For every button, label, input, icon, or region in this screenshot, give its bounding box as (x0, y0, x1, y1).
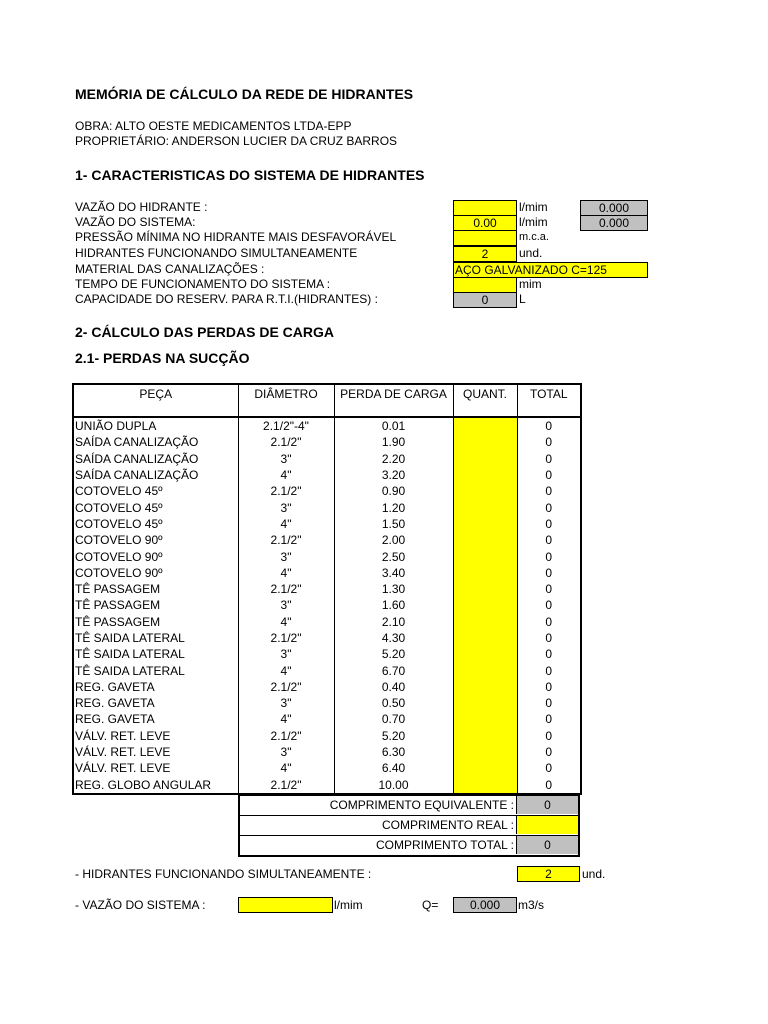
table-row (73, 630, 581, 646)
table-header-row (73, 384, 581, 417)
cell-quant-input[interactable] (453, 777, 517, 794)
tempo-input[interactable] (453, 277, 517, 293)
page-title: MEMÓRIA DE CÁLCULO DA REDE DE HIDRANTES (75, 86, 414, 102)
cell-diametro: 4" (238, 565, 334, 581)
cell-peca: COTOVELO 90º (73, 548, 238, 564)
cell-quant-input[interactable] (453, 434, 517, 450)
cell-quant-input[interactable] (453, 630, 517, 646)
table-row (73, 516, 581, 532)
comprimento-equivalente-row (240, 796, 578, 816)
cell-quant-input[interactable] (453, 467, 517, 483)
cell-peca: SAÍDA CANALIZAÇÃO (73, 467, 238, 483)
cell-diametro: 2.1/2" (238, 483, 334, 499)
cell-diametro: 2.1/2" (238, 679, 334, 695)
cell-total: 0 (517, 451, 581, 467)
cell-diametro: 2.1/2"-4" (238, 417, 334, 434)
vazao-sistema-value[interactable]: 0.00 (453, 215, 517, 231)
unit-vazao-hidrante: l/mim (519, 200, 548, 214)
cell-perda: 6.40 (334, 760, 453, 776)
comprimento-real-input[interactable] (516, 816, 578, 834)
cell-quant-input[interactable] (453, 581, 517, 597)
proprietario-text: PROPRIETÁRIO: ANDERSON LUCIER DA CRUZ BARROS (75, 134, 398, 148)
table-row (73, 597, 581, 613)
cell-perda: 5.20 (334, 646, 453, 662)
cell-quant-input[interactable] (453, 744, 517, 760)
cell-diametro: 3" (238, 646, 334, 662)
summary-box (238, 795, 580, 857)
table-row (73, 483, 581, 499)
loss-table (72, 383, 582, 795)
cell-perda: 2.20 (334, 451, 453, 467)
cell-total: 0 (517, 532, 581, 548)
cell-perda: 1.90 (334, 434, 453, 450)
cell-peca: VÁLV. RET. LEVE (73, 760, 238, 776)
cell-total: 0 (517, 744, 581, 760)
comprimento-equivalente-value: 0 (516, 796, 578, 814)
table-row (73, 548, 581, 564)
cell-quant-input[interactable] (453, 565, 517, 581)
cell-peca: TÊ SAIDA LATERAL (73, 646, 238, 662)
cell-total: 0 (517, 434, 581, 450)
cell-peca: SAÍDA CANALIZAÇÃO (73, 434, 238, 450)
vazao-sistema-computed: 0.000 (580, 215, 648, 231)
label-capacidade: CAPACIDADE DO RESERV. PARA R.T.I.(HIDRANTES) : (75, 292, 378, 306)
cell-peca: COTOVELO 45º (73, 516, 238, 532)
capacidade-value: 0 (453, 292, 517, 308)
footer-hidrantes-unit: und. (582, 867, 606, 881)
cell-peca: TÊ SAIDA LATERAL (73, 630, 238, 646)
cell-perda: 0.90 (334, 483, 453, 499)
cell-peca: REG. GAVETA (73, 711, 238, 727)
cell-total: 0 (517, 417, 581, 434)
cell-peca: COTOVELO 45º (73, 499, 238, 515)
cell-quant-input[interactable] (453, 760, 517, 776)
footer-vazao-unit: l/mim (334, 898, 363, 912)
comprimento-real-row (240, 816, 578, 836)
cell-diametro: 4" (238, 662, 334, 678)
cell-diametro: 3" (238, 499, 334, 515)
cell-diametro: 3" (238, 695, 334, 711)
cell-quant-input[interactable] (453, 451, 517, 467)
table-row (73, 744, 581, 760)
table-row (73, 532, 581, 548)
table-row (73, 581, 581, 597)
table-row (73, 760, 581, 776)
vazao-hidrante-computed: 0.000 (580, 200, 648, 216)
cell-quant-input[interactable] (453, 516, 517, 532)
cell-peca: COTOVELO 45º (73, 483, 238, 499)
label-vazao-hidrante: VAZÃO DO HIDRANTE : (75, 200, 208, 214)
cell-diametro: 2.1/2" (238, 728, 334, 744)
table-row (73, 679, 581, 695)
cell-peca: SAÍDA CANALIZAÇÃO (73, 451, 238, 467)
cell-quant-input[interactable] (453, 695, 517, 711)
footer-hidrantes-value[interactable]: 2 (517, 866, 580, 882)
cell-perda: 2.50 (334, 548, 453, 564)
unit-vazao-sistema: l/mim (519, 215, 548, 229)
cell-perda: 1.50 (334, 516, 453, 532)
header-diametro: DIÂMETRO (238, 384, 334, 417)
cell-total: 0 (517, 467, 581, 483)
cell-total: 0 (517, 646, 581, 662)
cell-peca: UNIÃO DUPLA (73, 417, 238, 434)
cell-total: 0 (517, 711, 581, 727)
cell-peca: REG. GAVETA (73, 679, 238, 695)
unit-hidrantes: und. (519, 246, 543, 260)
footer-q-unit: m3/s (518, 898, 545, 912)
header-peca: PEÇA (73, 384, 238, 417)
footer-vazao-input[interactable] (238, 897, 333, 913)
cell-total: 0 (517, 548, 581, 564)
cell-peca: VÁLV. RET. LEVE (73, 728, 238, 744)
comprimento-total-value: 0 (516, 836, 578, 854)
table-row (73, 614, 581, 630)
cell-quant-input[interactable] (453, 728, 517, 744)
cell-peca: TÊ PASSAGEM (73, 597, 238, 613)
table-row (73, 499, 581, 515)
table-row (73, 417, 581, 434)
cell-perda: 2.10 (334, 614, 453, 630)
cell-peca: COTOVELO 90º (73, 565, 238, 581)
cell-perda: 0.40 (334, 679, 453, 695)
cell-diametro: 2.1/2" (238, 777, 334, 794)
cell-total: 0 (517, 581, 581, 597)
cell-total: 0 (517, 516, 581, 532)
cell-perda: 1.30 (334, 581, 453, 597)
cell-total: 0 (517, 499, 581, 515)
cell-perda: 3.40 (334, 565, 453, 581)
cell-quant-input[interactable] (453, 532, 517, 548)
cell-quant-input[interactable] (453, 679, 517, 695)
table-row (73, 434, 581, 450)
cell-diametro: 3" (238, 548, 334, 564)
hidrantes-simultaneos-input[interactable]: 2 (453, 246, 517, 262)
cell-diametro: 3" (238, 744, 334, 760)
cell-perda: 6.70 (334, 662, 453, 678)
comprimento-total-label: COMPRIMENTO TOTAL : (375, 838, 514, 852)
cell-diametro: 4" (238, 614, 334, 630)
cell-perda: 0.70 (334, 711, 453, 727)
cell-quant-input[interactable] (453, 597, 517, 613)
footer-vazao-label: - VAZÃO DO SISTEMA : (75, 898, 206, 912)
section21-heading: 2.1- PERDAS NA SUCÇÃO (75, 350, 250, 366)
table-row (73, 565, 581, 581)
cell-peca: REG. GLOBO ANGULAR (73, 777, 238, 794)
cell-perda: 1.20 (334, 499, 453, 515)
cell-quant-input[interactable] (453, 548, 517, 564)
cell-peca: TÊ SAIDA LATERAL (73, 662, 238, 678)
table-row (73, 662, 581, 678)
cell-perda: 6.30 (334, 744, 453, 760)
cell-total: 0 (517, 565, 581, 581)
footer-q-value: 0.000 (453, 897, 517, 913)
comprimento-real-label: COMPRIMENTO REAL : (381, 818, 514, 832)
material-input[interactable]: AÇO GALVANIZADO C=125 (453, 262, 648, 278)
cell-perda: 3.20 (334, 467, 453, 483)
cell-peca: TÊ PASSAGEM (73, 614, 238, 630)
cell-perda: 4.30 (334, 630, 453, 646)
unit-tempo: mim (519, 277, 542, 291)
cell-diametro: 3" (238, 451, 334, 467)
cell-diametro: 2.1/2" (238, 630, 334, 646)
cell-diametro: 4" (238, 760, 334, 776)
cell-perda: 5.20 (334, 728, 453, 744)
cell-perda: 10.00 (334, 777, 453, 794)
cell-total: 0 (517, 614, 581, 630)
table-row (73, 646, 581, 662)
cell-diametro: 2.1/2" (238, 581, 334, 597)
table-row (73, 695, 581, 711)
cell-total: 0 (517, 728, 581, 744)
vazao-hidrante-input[interactable] (453, 200, 517, 216)
cell-peca: REG. GAVETA (73, 695, 238, 711)
pressao-minima-input[interactable] (453, 230, 517, 246)
header-perda: PERDA DE CARGA (334, 384, 453, 417)
comprimento-total-row (240, 836, 578, 857)
cell-total: 0 (517, 597, 581, 613)
cell-quant-input[interactable] (453, 483, 517, 499)
comprimento-equivalente-label: COMPRIMENTO EQUIVALENTE : (329, 798, 514, 812)
cell-total: 0 (517, 630, 581, 646)
cell-diametro: 4" (238, 467, 334, 483)
cell-total: 0 (517, 662, 581, 678)
section2-heading: 2- CÁLCULO DAS PERDAS DE CARGA (75, 324, 335, 340)
label-material: MATERIAL DAS CANALIZAÇÕES : (75, 262, 265, 276)
header-quant: QUANT. (453, 384, 517, 417)
cell-quant-input[interactable] (453, 662, 517, 678)
cell-peca: COTOVELO 90º (73, 532, 238, 548)
unit-pressao: m.c.a. (519, 231, 549, 243)
obra-text: OBRA: ALTO OESTE MEDICAMENTOS LTDA-EPP (75, 119, 352, 133)
label-tempo: TEMPO DE FUNCIONAMENTO DO SISTEMA : (75, 277, 331, 291)
cell-total: 0 (517, 483, 581, 499)
unit-capacidade: L (519, 292, 526, 306)
table-row (73, 467, 581, 483)
cell-total: 0 (517, 777, 581, 794)
header-total: TOTAL (517, 384, 581, 417)
cell-quant-input[interactable] (453, 646, 517, 662)
footer-hidrantes-label: - HIDRANTES FUNCIONANDO SIMULTANEAMENTE : (75, 867, 372, 881)
cell-diametro: 4" (238, 711, 334, 727)
table-row (73, 711, 581, 727)
cell-total: 0 (517, 695, 581, 711)
label-vazao-sistema: VAZÃO DO SISTEMA: (75, 215, 196, 229)
section1-heading: 1- CARACTERISTICAS DO SISTEMA DE HIDRANTES (75, 167, 425, 183)
table-row (73, 777, 581, 794)
cell-quant-input[interactable] (453, 417, 517, 434)
cell-quant-input[interactable] (453, 499, 517, 515)
table-row (73, 451, 581, 467)
cell-quant-input[interactable] (453, 614, 517, 630)
cell-total: 0 (517, 760, 581, 776)
cell-perda: 0.50 (334, 695, 453, 711)
label-pressao-minima: PRESSÃO MÍNIMA NO HIDRANTE MAIS DESFAVORÁVEL (75, 230, 397, 244)
cell-quant-input[interactable] (453, 711, 517, 727)
cell-total: 0 (517, 679, 581, 695)
label-hidrantes-simultaneos: HIDRANTES FUNCIONANDO SIMULTANEAMENTE (75, 246, 358, 260)
cell-diametro: 4" (238, 516, 334, 532)
cell-diametro: 3" (238, 597, 334, 613)
cell-perda: 1.60 (334, 597, 453, 613)
cell-peca: VÁLV. RET. LEVE (73, 744, 238, 760)
footer-q-label: Q= (422, 898, 439, 912)
table-row (73, 728, 581, 744)
cell-perda: 0.01 (334, 417, 453, 434)
cell-diametro: 2.1/2" (238, 532, 334, 548)
cell-peca: TÊ PASSAGEM (73, 581, 238, 597)
cell-perda: 2.00 (334, 532, 453, 548)
cell-diametro: 2.1/2" (238, 434, 334, 450)
